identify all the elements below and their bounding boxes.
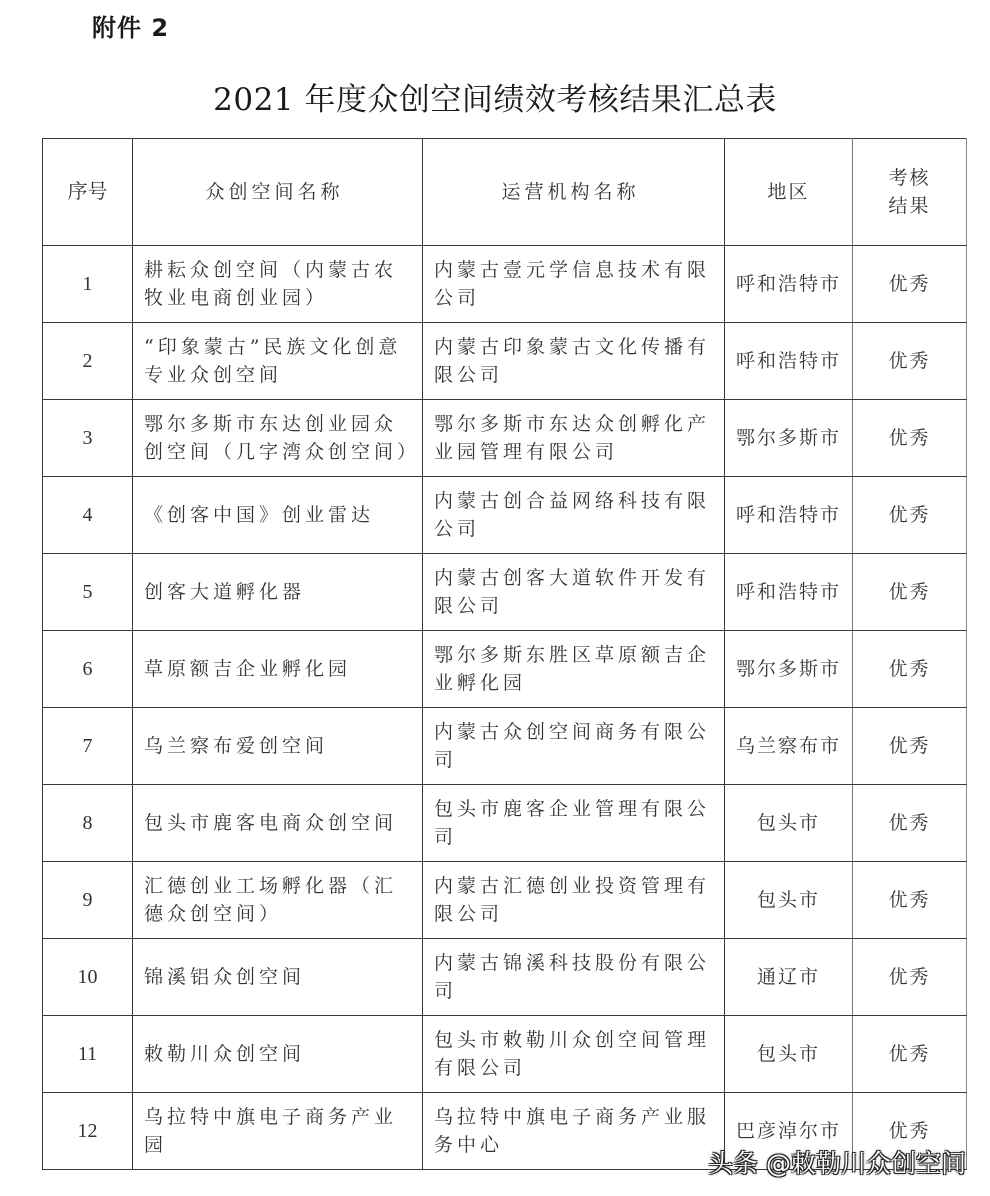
cell-result: 优秀 (853, 554, 967, 631)
cell-region: 包头市 (725, 862, 853, 939)
cell-result: 优秀 (853, 862, 967, 939)
cell-operator: 鄂尔多斯东胜区草原额吉企业孵化园 (423, 631, 725, 708)
cell-operator: 内蒙古创客大道软件开发有限公司 (423, 554, 725, 631)
cell-operator: 内蒙古汇德创业投资管理有限公司 (423, 862, 725, 939)
cell-region: 鄂尔多斯市 (725, 400, 853, 477)
cell-index: 9 (43, 862, 133, 939)
cell-index: 4 (43, 477, 133, 554)
cell-operator: 内蒙古众创空间商务有限公司 (423, 708, 725, 785)
cell-result: 优秀 (853, 1016, 967, 1093)
header-operator: 运营机构名称 (423, 139, 725, 246)
cell-operator: 包头市鹿客企业管理有限公司 (423, 785, 725, 862)
cell-result: 优秀 (853, 477, 967, 554)
cell-space-name: 乌拉特中旗电子商务产业园 (133, 1093, 423, 1170)
cell-region: 通辽市 (725, 939, 853, 1016)
cell-operator: 包头市敕勒川众创空间管理有限公司 (423, 1016, 725, 1093)
cell-index: 2 (43, 323, 133, 400)
cell-operator: 内蒙古壹元学信息技术有限公司 (423, 246, 725, 323)
cell-operator: 内蒙古锦溪科技股份有限公司 (423, 939, 725, 1016)
cell-region: 包头市 (725, 1016, 853, 1093)
table-row (43, 323, 967, 400)
table-row (43, 400, 967, 477)
cell-region: 乌兰察布市 (725, 708, 853, 785)
table-row (43, 477, 967, 554)
table-row (43, 862, 967, 939)
cell-result: 优秀 (853, 246, 967, 323)
header-region: 地区 (725, 139, 853, 246)
cell-space-name: 汇德创业工场孵化器（汇德众创空间） (133, 862, 423, 939)
cell-index: 11 (43, 1016, 133, 1093)
table-row (43, 554, 967, 631)
cell-region: 巴彦淖尔市 (725, 1093, 853, 1170)
cell-space-name: 包头市鹿客电商众创空间 (133, 785, 423, 862)
cell-index: 8 (43, 785, 133, 862)
header-index: 序号 (43, 139, 133, 246)
cell-region: 鄂尔多斯市 (725, 631, 853, 708)
cell-space-name: 敕勒川众创空间 (133, 1016, 423, 1093)
cell-space-name: 创客大道孵化器 (133, 554, 423, 631)
cell-space-name: “印象蒙古”民族文化创意专业众创空间 (133, 323, 423, 400)
watermark: 头条 @敕勒川众创空间 (708, 1149, 966, 1178)
header-result-line2: 结果 (888, 195, 931, 217)
table-row (43, 708, 967, 785)
cell-region: 呼和浩特市 (725, 554, 853, 631)
cell-index: 6 (43, 631, 133, 708)
cell-index: 1 (43, 246, 133, 323)
cell-space-name: 草原额吉企业孵化园 (133, 631, 423, 708)
cell-operator: 鄂尔多斯市东达众创孵化产业园管理有限公司 (423, 400, 725, 477)
header-space-name: 众创空间名称 (133, 139, 423, 246)
cell-region: 呼和浩特市 (725, 246, 853, 323)
cell-result: 优秀 (853, 400, 967, 477)
cell-index: 3 (43, 400, 133, 477)
cell-index: 5 (43, 554, 133, 631)
attachment-label: 附件 2 (92, 14, 170, 42)
cell-region: 包头市 (725, 785, 853, 862)
cell-region: 呼和浩特市 (725, 477, 853, 554)
cell-operator: 内蒙古创合益网络科技有限公司 (423, 477, 725, 554)
cell-index: 10 (43, 939, 133, 1016)
cell-result: 优秀 (853, 785, 967, 862)
cell-result: 优秀 (853, 323, 967, 400)
cell-operator: 乌拉特中旗电子商务产业服务中心 (423, 1093, 725, 1170)
table-row (43, 939, 967, 1016)
table-row (43, 785, 967, 862)
table-header-row (43, 139, 967, 246)
table-row (43, 631, 967, 708)
cell-space-name: 《创客中国》创业雷达 (133, 477, 423, 554)
table-row (43, 246, 967, 323)
cell-space-name: 鄂尔多斯市东达创业园众创空间（几字湾众创空间） (133, 400, 423, 477)
cell-result: 优秀 (853, 708, 967, 785)
cell-region: 呼和浩特市 (725, 323, 853, 400)
header-result (853, 139, 967, 246)
cell-result: 优秀 (853, 939, 967, 1016)
cell-space-name: 乌兰察布爱创空间 (133, 708, 423, 785)
results-table (42, 138, 967, 1170)
cell-result: 优秀 (853, 1093, 967, 1170)
cell-index: 7 (43, 708, 133, 785)
cell-index: 12 (43, 1093, 133, 1170)
header-result-line1: 考核 (888, 167, 931, 189)
cell-operator: 内蒙古印象蒙古文化传播有限公司 (423, 323, 725, 400)
cell-space-name: 锦溪铝众创空间 (133, 939, 423, 1016)
table-row (43, 1016, 967, 1093)
cell-space-name: 耕耘众创空间（内蒙古农牧业电商创业园） (133, 246, 423, 323)
cell-result: 优秀 (853, 631, 967, 708)
document-title: 2021 年度众创空间绩效考核结果汇总表 (213, 82, 777, 118)
